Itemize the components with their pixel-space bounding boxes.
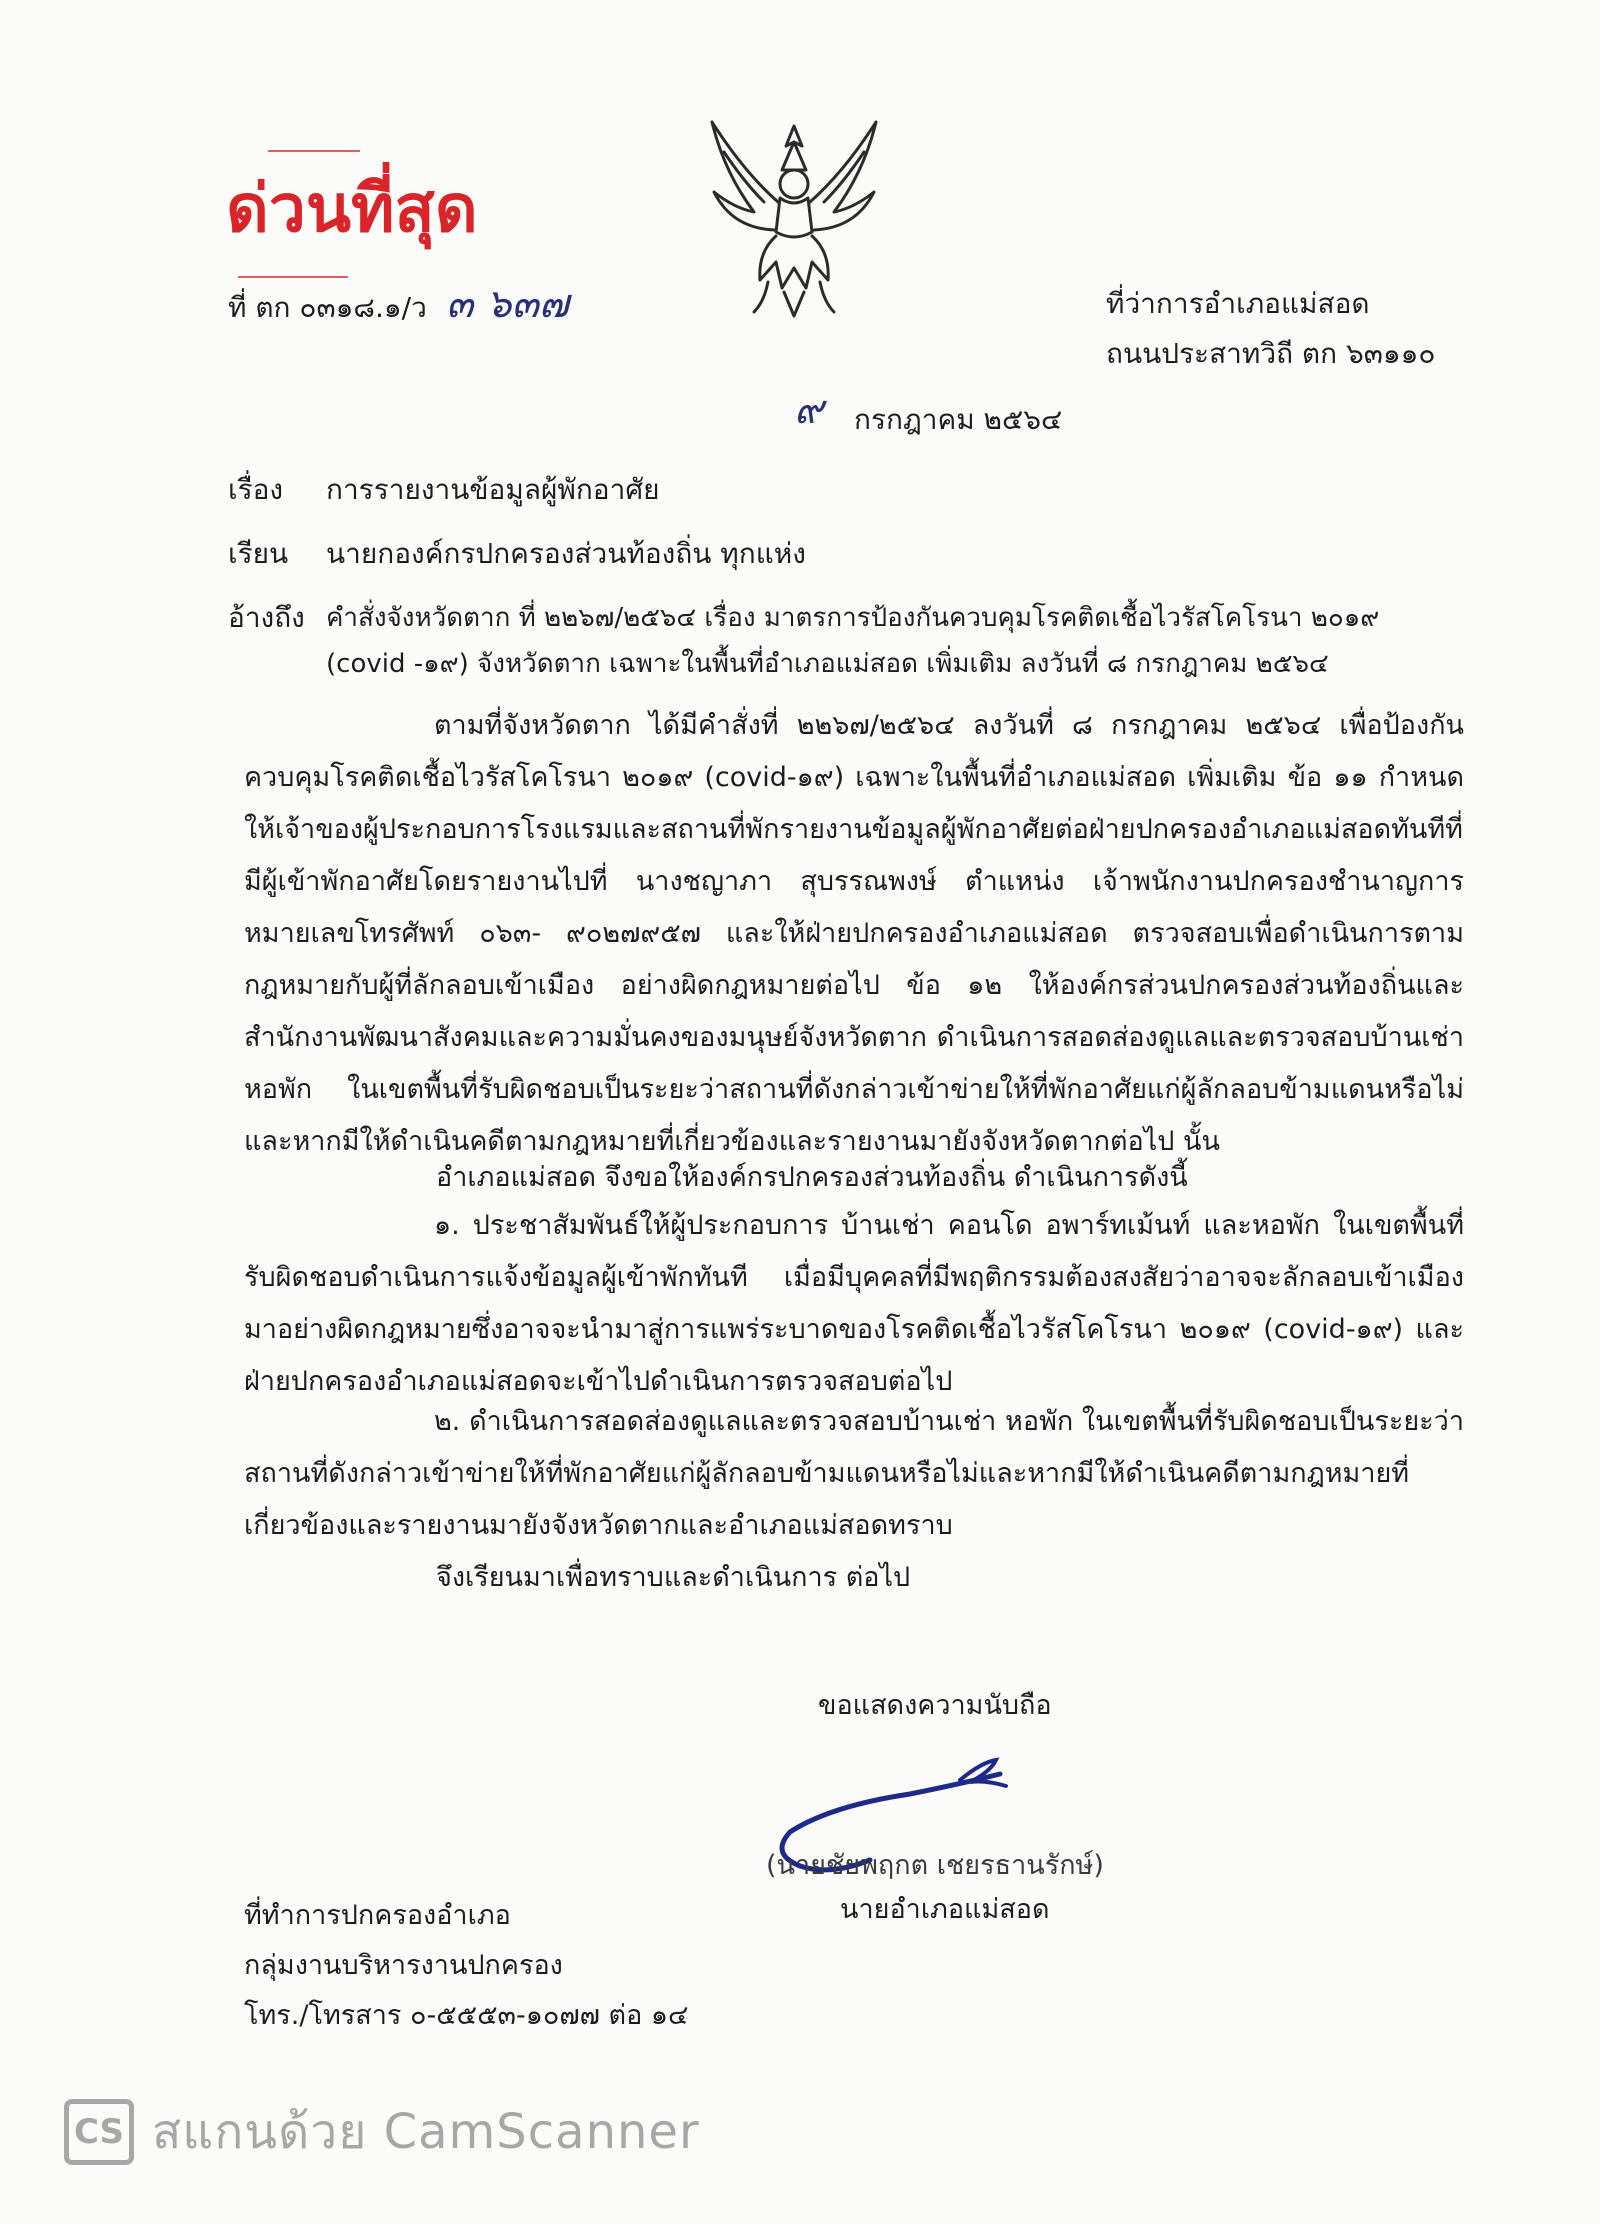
body-item-2-text: ๒. ดำเนินการสอดส่องดูแลและตรวจสอบบ้านเช่า หอพัก ในเขตพื้นที่รับผิดชอบเป็นระยะว่าสถานที่ดังกล่าวเข้าข่ายให้ที่พักอาศัยแก่ผู้ลักลอบข้ามแดนหรือไม่และหากมีให้ดำเนินคดีตามกฎหมายที่เกี่ยวข้องและรายงานมายังจังหวัดตากและอำเภอแม่สอดทราบ xyxy=(244,1406,1464,1541)
footer-line-2: กลุ่มงานบริหารงานปกครอง xyxy=(244,1950,563,1981)
closing-line: จึงเรียนมาเพื่อทราบและดำเนินการ ต่อไป xyxy=(436,1562,911,1593)
body-paragraph-1 xyxy=(244,700,1464,1168)
office-line-2: ถนนประสาทวิถี ตก ๖๓๑๑๐ xyxy=(1106,337,1436,370)
camscanner-logo-icon: CS xyxy=(64,2099,134,2165)
footer-line-3: โทร./โทรสาร ๐-๕๕๕๓-๑๐๗๗ ต่อ ๑๔ xyxy=(244,2000,689,2031)
body-paragraph-2: อำเภอแม่สอด จึงขอให้องค์กรปกครองส่วนท้องถิ่น ดำเนินการดังนี้ xyxy=(436,1162,1188,1193)
urgency-stamp xyxy=(226,168,478,248)
ref-number: ที่ ตก ๐๓๑๘.๑/ว xyxy=(228,291,427,324)
watermark-text: สแกนด้วย CamScanner xyxy=(152,2104,700,2160)
subject-label: เรื่อง xyxy=(228,473,284,506)
to-text: นายกองค์กรปกครองส่วนท้องถิ่น ทุกแห่ง xyxy=(326,537,806,570)
regards: ขอแสดงความนับถือ xyxy=(818,1690,1052,1721)
reference-label: อ้างถึง xyxy=(228,601,305,634)
reference-line-2: (covid -๑๙) จังหวัดตาก เฉพาะในพื้นที่อำเภอแม่สอด เพิ่มเติม ลงวันที่ ๘ กรกฎาคม ๒๕๖๔ xyxy=(326,649,1329,679)
urgency-label: ด่วนที่สุด xyxy=(226,169,478,247)
body-item-1-text: ๑. ประชาสัมพันธ์ให้ผู้ประกอบการ บ้านเช่า คอนโด อพาร์ทเม้นท์ และหอพัก ในเขตพื้นที่รับผิดชอบดำเนินการแจ้งข้อมูลผู้เข้าพักทันที เมื่อมีบุคคลที่มีพฤติกรรมต้องสงสัยว่าอาจจะลักลอบเข้าเมืองมาอย่างผิดกฎหมายซึ่งอาจจะนำมาสู่การแพร่ระบาดของโรคติดเชื้อไวรัสโคโรนา ๒๐๑๙ (covid-๑๙) และฝ่ายปกครองอำเภอแม่สอดจะเข้าไปดำเนินการตรวจสอบต่อไป xyxy=(244,1210,1464,1397)
garuda-emblem-icon xyxy=(694,112,894,322)
date-month-year: กรกฎาคม ๒๕๖๔ xyxy=(854,403,1063,436)
urgency-underline-bottom xyxy=(238,276,348,278)
body-item-2 xyxy=(244,1396,1464,1552)
ref-handwritten: ๓ ๖๓๗ xyxy=(446,281,569,327)
office-line-1: ที่ว่าการอำเภอแม่สอด xyxy=(1106,287,1370,320)
signer-name: (นายชัยพฤกต เชยรธานรักษ์) xyxy=(766,1850,1104,1881)
camscanner-watermark xyxy=(64,2092,700,2172)
urgency-underline-top xyxy=(268,150,360,152)
body-paragraph-1-text: ตามที่จังหวัดตาก ได้มีคำสั่งที่ ๒๒๖๗/๒๕๖๔ ลงวันที่ ๘ กรกฎาคม ๒๕๖๔ เพื่อป้องกันควบคุมโรคติดเชื้อไวรัสโคโรนา ๒๐๑๙ (covid-๑๙) เฉพาะในพื้นที่อำเภอแม่สอด เพิ่มเติม ข้อ ๑๑ กำหนดให้เจ้าของผู้ประกอบการโรงแรมและสถานที่พักรายงานข้อมูลผู้พักอาศัยต่อฝ่ายปกครองอำเภอแม่สอดทันทีที่มีผู้เข้าพักอาศัยโดยรายงานไปที่ นางชญาภา สุบรรณพงษ์ ตำแหน่ง เจ้าพนักงานปกครองชำนาญการ หมายเลขโทรศัพท์ ๐๖๓- ๙๐๒๗๙๕๗ และให้ฝ่ายปกครองอำเภอแม่สอด ตรวจสอบเพื่อดำเนินการตามกฎหมายกับผู้ที่ลักลอบเข้าเมือง อย่างผิดกฎหมายต่อไป ข้อ ๑๒ ให้องค์กรส่วนปกครองส่วนท้องถิ่นและสำนักงานพัฒนาสังคมและความมั่นคงของมนุษย์จังหวัดตาก ดำเนินการสอดส่องดูแลและตรวจสอบบ้านเช่า หอพัก ในเขตพื้นที่รับผิดชอบเป็นระยะว่าสถานที่ดังกล่าวเข้าข่ายให้ที่พักอาศัยแก่ผู้ลักลอบข้ามแดนหรือไม่และหากมีให้ดำเนินคดีตามกฎหมายที่เกี่ยวข้องและรายงานมายังจังหวัดตากต่อไป นั้น xyxy=(244,710,1464,1157)
subject-text: การรายงานข้อมูลผู้พักอาศัย xyxy=(326,473,660,506)
footer-line-1: ที่ทำการปกครองอำเภอ xyxy=(244,1900,511,1931)
body-item-1 xyxy=(244,1200,1464,1408)
to-label: เรียน xyxy=(228,537,289,570)
date-day: ๙ xyxy=(794,387,824,433)
signer-position: นายอำเภอแม่สอด xyxy=(840,1894,1050,1925)
reference-line-1: คำสั่งจังหวัดตาก ที่ ๒๒๖๗/๒๕๖๔ เรื่อง มาตรการป้องกันควบคุมโรคติดเชื้อไวรัสโคโรนา ๒๐๑๙ xyxy=(326,603,1380,633)
